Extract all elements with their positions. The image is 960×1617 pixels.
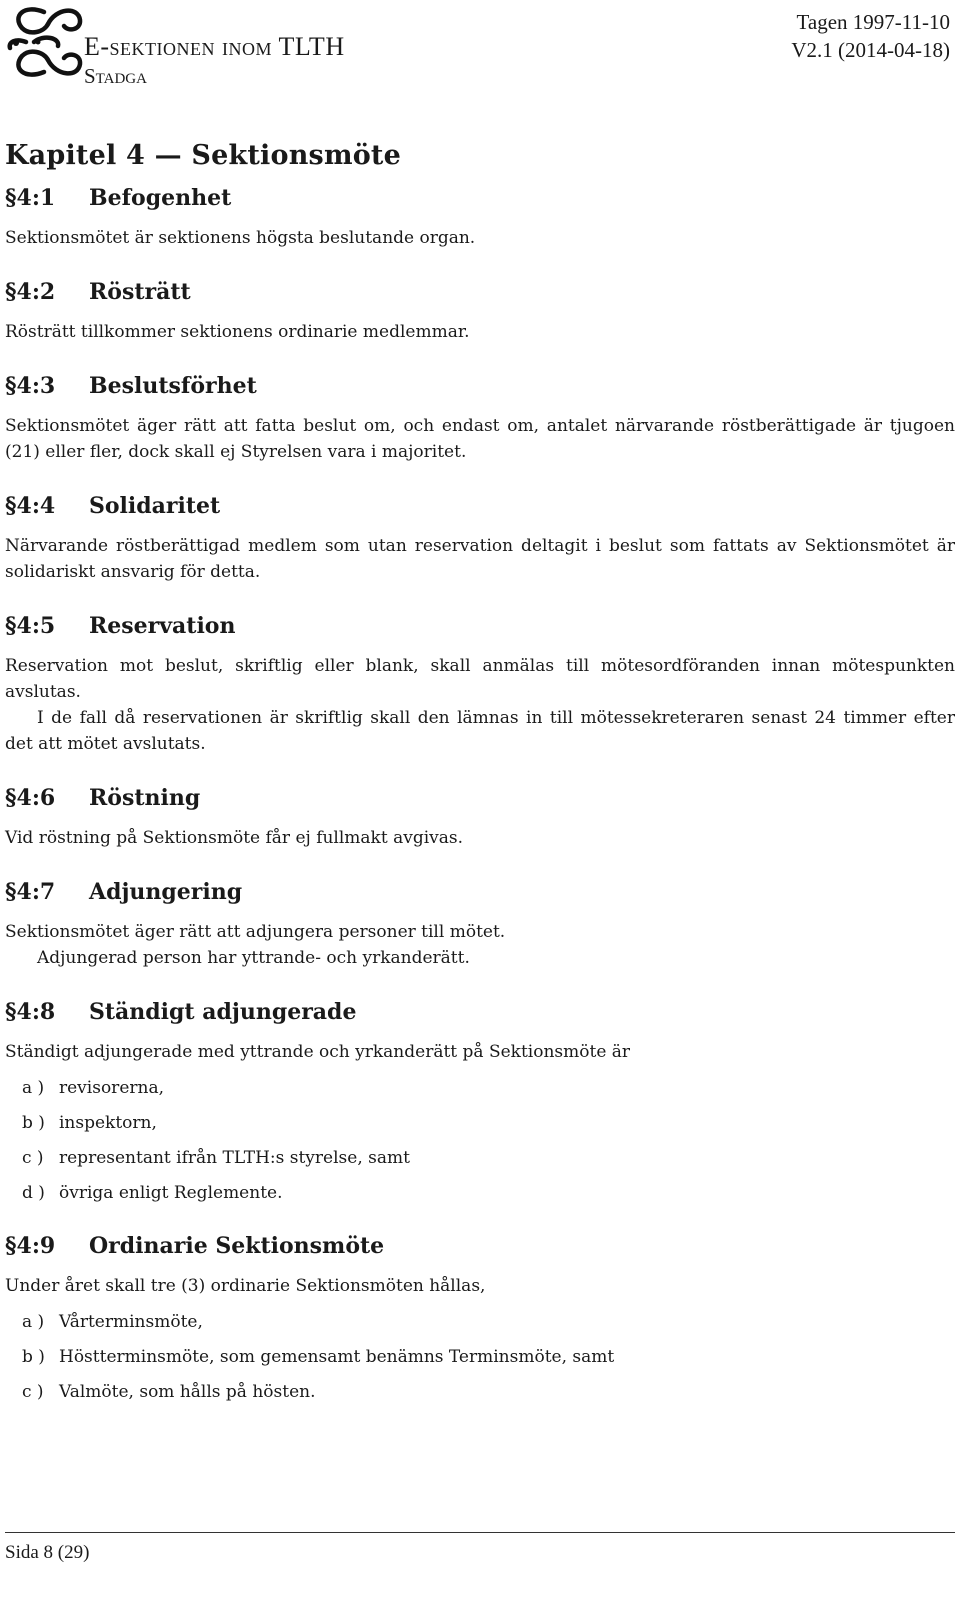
section-number: §4:2 — [5, 279, 56, 305]
section-number: §4:9 — [5, 1233, 56, 1259]
list-marker: c ) — [22, 1382, 44, 1402]
list-item-text: Vårterminsmöte, — [59, 1312, 203, 1332]
list-marker: a ) — [22, 1078, 45, 1098]
section-heading — [5, 785, 955, 815]
list-item-text: representant ifrån TLTH:s styrelse, samt — [59, 1148, 410, 1168]
list-item — [5, 1110, 955, 1136]
list-item — [5, 1075, 955, 1101]
section-number: §4:6 — [5, 785, 56, 811]
section-heading — [5, 279, 955, 309]
e-section-logo-icon — [4, 2, 86, 82]
paragraph: I de fall då reservationen är skriftlig skall den lämnas in till mötessekreteraren senast 24 timmer efter det att mötet avslutats. — [5, 708, 955, 754]
paragraph: Under året skall tre (3) ordinarie Sektionsmöten hållas, — [5, 1276, 486, 1296]
section-number: §4:4 — [5, 493, 56, 519]
list-marker: a ) — [22, 1312, 45, 1332]
section-number: §4:7 — [5, 879, 56, 905]
list-marker: b ) — [22, 1347, 45, 1367]
section-heading — [5, 879, 955, 909]
version-label: V2.1 (2014-04-18) — [791, 38, 950, 62]
section-title: Adjungering — [89, 879, 243, 905]
list-item — [5, 1145, 955, 1171]
section-4-1 — [5, 185, 955, 251]
section-4-9 — [5, 1233, 955, 1405]
section-number: §4:5 — [5, 613, 56, 639]
paragraph: Sektionsmötet äger rätt att adjungera personer till mötet. — [5, 922, 506, 942]
list-item-text: inspektorn, — [59, 1113, 157, 1133]
section-heading — [5, 613, 955, 643]
section-heading — [5, 999, 955, 1029]
list-item — [5, 1309, 955, 1335]
org-name: E-sektionen inom TLTH — [84, 32, 345, 61]
paragraph: Reservation mot beslut, skriftlig eller blank, skall anmälas till mötesordföranden innan mötespunkten avslutas. — [5, 656, 955, 702]
section-title: Ständigt adjungerade — [89, 999, 357, 1025]
document-body — [5, 140, 955, 1414]
list-item-text: revisorerna, — [59, 1078, 164, 1098]
section-4-6 — [5, 785, 955, 851]
section-heading — [5, 185, 955, 215]
enumerated-list — [5, 1075, 955, 1206]
section-4-7 — [5, 879, 955, 971]
enumerated-list — [5, 1309, 955, 1405]
paragraph: Rösträtt tillkommer sektionens ordinarie medlemmar. — [5, 322, 470, 342]
section-4-4 — [5, 493, 955, 585]
section-number: §4:3 — [5, 373, 56, 399]
section-4-8 — [5, 999, 955, 1206]
list-marker: c ) — [22, 1148, 44, 1168]
section-4-3 — [5, 373, 955, 465]
section-title: Beslutsförhet — [89, 373, 257, 399]
section-title: Rösträtt — [89, 279, 191, 305]
list-marker: b ) — [22, 1113, 45, 1133]
list-item — [5, 1180, 955, 1206]
chapter-title: Kapitel 4 — Sektionsmöte — [5, 140, 401, 171]
list-item-text: Valmöte, som hålls på hösten. — [59, 1382, 316, 1402]
section-number: §4:1 — [5, 185, 56, 211]
paragraph: Ständigt adjungerade med yttrande och yrkanderätt på Sektionsmöte är — [5, 1042, 631, 1062]
paragraph: Sektionsmötet är sektionens högsta beslutande organ. — [5, 228, 476, 248]
list-item — [5, 1379, 955, 1405]
section-title: Ordinarie Sektionsmöte — [89, 1233, 385, 1259]
section-title: Befogenhet — [89, 185, 232, 211]
paragraph: Närvarande röstberättigad medlem som utan reservation deltagit i beslut som fattats av Sektionsmötet är solidariskt ansvarig för detta. — [5, 536, 955, 582]
list-item — [5, 1344, 955, 1370]
section-4-5 — [5, 613, 955, 757]
adopted-date: Tagen 1997-11-10 — [796, 10, 950, 34]
section-heading — [5, 1233, 955, 1263]
section-title: Reservation — [89, 613, 236, 639]
document-type: Stadga — [84, 64, 147, 88]
footer-divider — [5, 1532, 955, 1533]
list-item-text: övriga enligt Reglemente. — [59, 1183, 283, 1203]
paragraph: Sektionsmötet äger rätt att fatta beslut om, och endast om, antalet närvarande röstberättigade är tjugoen (21) eller fler, dock skall ej Styrelsen vara i majoritet. — [5, 416, 955, 462]
paragraph: Vid röstning på Sektionsmöte får ej fullmakt avgivas. — [5, 828, 464, 848]
section-heading — [5, 493, 955, 523]
page-header — [0, 0, 960, 95]
page-number: Sida 8 (29) — [5, 1542, 90, 1563]
section-title: Solidaritet — [89, 493, 221, 519]
list-marker: d ) — [22, 1183, 45, 1203]
section-4-2 — [5, 279, 955, 345]
list-item-text: Höstterminsmöte, som gemensamt benämns Terminsmöte, samt — [59, 1347, 615, 1367]
paragraph: Adjungerad person har yttrande- och yrkanderätt. — [37, 948, 470, 968]
section-number: §4:8 — [5, 999, 56, 1025]
section-heading — [5, 373, 955, 403]
section-title: Röstning — [89, 785, 201, 811]
